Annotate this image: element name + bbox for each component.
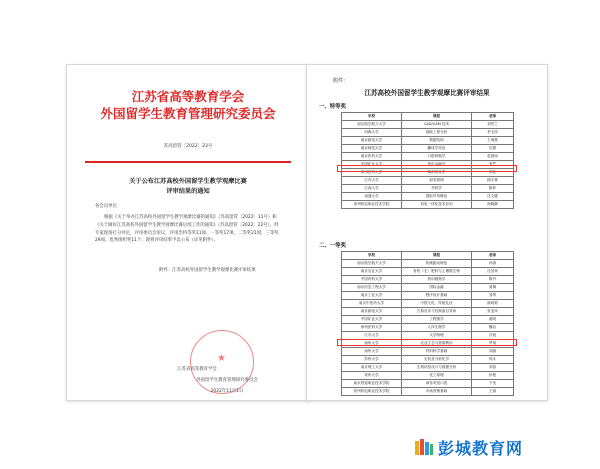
table-row [342, 185, 514, 193]
table-row [342, 308, 514, 316]
cell-school: 南京信息工程大学 [342, 284, 402, 292]
highlight-box-first [337, 339, 517, 346]
table-row [342, 380, 514, 388]
column-header-school: 学校 [342, 252, 402, 260]
cell-course: 翻译学导论 [402, 145, 472, 153]
cell-teacher: 孙丽 [472, 260, 514, 268]
table-row [342, 276, 514, 284]
cell-teacher: 顾丰林 [472, 177, 514, 185]
notice-title-line1: 关于公布江苏高校外国留学生教学观摩比赛 [129, 178, 247, 185]
cell-teacher: 唐明 [472, 316, 514, 324]
cell-course: 材料科学基础 [402, 348, 472, 356]
cell-course: 农业生态与资源利用 [402, 340, 472, 348]
cell-teacher: 陈丹 [472, 276, 514, 284]
results-document [306, 64, 548, 401]
cell-school: 常州大学 [342, 372, 402, 380]
cell-course: 财务管理 [402, 177, 472, 185]
cell-school: 南京农业大学 [342, 268, 402, 276]
books-icon [414, 438, 434, 456]
cell-course: 有机（无）肥料与土壤微生物 [402, 268, 472, 276]
table-row [342, 177, 514, 185]
cell-school: 南京工业大学 [342, 292, 402, 300]
column-header-course: 课程 [402, 252, 472, 260]
table-row [342, 129, 514, 137]
cell-teacher: 沈其荣 [472, 268, 514, 276]
table-row [342, 324, 514, 332]
table-row [342, 356, 514, 364]
red-divider [85, 161, 291, 163]
cell-teacher: 刘春 [472, 364, 514, 372]
cell-school: 南京航空航天大学 [342, 121, 402, 129]
cell-course: 货币金融学 [402, 161, 472, 169]
cell-course: 国际金融 [402, 284, 472, 292]
cell-school: 南京邮电大学 [342, 308, 402, 316]
table-row [342, 153, 514, 161]
org-title-line1: 江苏省高等教育学会 [131, 89, 245, 104]
notice-title-line2: 评审结果的通知 [166, 188, 210, 195]
cell-teacher: 冯旭 [472, 332, 514, 340]
org-title-line2: 外国留学生教育管理研究委员会 [100, 106, 276, 121]
attachment-label: 附件： [333, 78, 349, 84]
cell-course: 古典音乐与经典曲目导读 [402, 308, 472, 316]
cell-school: 江南大学 [342, 185, 402, 193]
cell-course: 生物试验设计与数据分析 [402, 364, 472, 372]
table-row [342, 292, 514, 300]
official-seal [190, 330, 254, 394]
first-prize-heading: 二、一等奖 [319, 243, 346, 249]
cell-school: 中国药科大学 [342, 276, 402, 284]
table-row [342, 268, 514, 276]
cell-school: 南京理工大学 [342, 364, 402, 372]
cell-course: 解剖实验学 [402, 169, 472, 177]
cell-course: 市场营销基础 [402, 388, 472, 396]
notice-document [66, 64, 310, 401]
table-row [342, 316, 514, 324]
cell-school: 南京铁道职业技术学院 [342, 380, 402, 388]
column-header-course: 课程 [402, 113, 472, 121]
cell-school: 徐州医科大学 [342, 324, 402, 332]
cell-teacher: 王海燕 [472, 137, 514, 145]
cell-teacher: 张亚萍 [472, 308, 514, 316]
cell-course: 中国文化、传统礼仪 [402, 300, 472, 308]
cell-course: 机电一体化技术应用 [402, 201, 472, 209]
special-prize-heading: 一、特等奖 [319, 104, 346, 110]
cell-course: 基础工程分析 [402, 129, 472, 137]
table-header-row [342, 252, 514, 260]
cell-course: 口腔种植学 [402, 153, 472, 161]
cell-course: 大学物理 [402, 332, 472, 340]
cell-school: 南京航空航天大学 [342, 260, 402, 268]
notice-body: 根据《关于举办江苏高校外国留学生教学观摩比赛的通知》（苏高留管〔2022〕11号）和《关于做好江苏高校外国留学生教学观摩比赛后续工作的通知》（苏高留管〔2022〕22号），经专家现场打分评定，评审委员会审议，评审出特等奖11项、一等奖17项、二等奖21项、三等奖29项、优秀组织奖11个，现将评审结果予以公布（详见附件）。 [95, 215, 279, 244]
brand-name: 彭城教育网 [438, 438, 524, 458]
attachment-line: 附件：江苏高校外国留学生教学观摩比赛评审结果 [159, 268, 256, 273]
column-header-teacher: 老师 [472, 113, 514, 121]
table-row [342, 284, 514, 292]
cell-teacher: 李玉萍 [472, 129, 514, 137]
cell-teacher: 李严 [472, 161, 514, 169]
cell-teacher: 陈菲 [472, 185, 514, 193]
cell-school: 江苏大学 [342, 332, 402, 340]
results-title: 江苏高校外国留学生教学观摩比赛评审结果 [364, 89, 490, 97]
cell-teacher: 于莹 [472, 380, 514, 388]
cell-school: 南京中医药大学 [342, 300, 402, 308]
cell-school: 河海大学 [342, 129, 402, 137]
cell-teacher: 薛莉莉 [472, 300, 514, 308]
table-row [342, 388, 514, 396]
cell-teacher: 赵晨雨 [472, 153, 514, 161]
cell-school: 南京师范大学 [342, 145, 402, 153]
table-row [342, 300, 514, 308]
table-row [342, 137, 514, 145]
cell-course: 数据结构 [402, 137, 472, 145]
table-row [342, 121, 514, 129]
highlight-box-special [337, 165, 517, 172]
cell-teacher: 王丽 [472, 388, 514, 396]
special-prize-table [341, 112, 514, 209]
cell-teacher: 刘佳 [472, 169, 514, 177]
cell-school: 南通大学 [342, 193, 402, 201]
salutation: 各会员单位： [95, 204, 122, 209]
cell-teacher: 魏洁 [472, 324, 514, 332]
column-header-school: 学校 [342, 113, 402, 121]
cell-teacher: 邹琴 [472, 292, 514, 300]
signature-org2: 外国留学生教育管理研究委员会 [196, 378, 258, 383]
table-row [342, 372, 514, 380]
cell-teacher: 孙曼 [472, 372, 514, 380]
cell-course: 外科学 [402, 185, 472, 193]
signature-date: 2022年11月1日 [210, 389, 244, 394]
table-row [342, 193, 514, 201]
table-row [342, 145, 514, 153]
seal-star-icon: ★ [217, 353, 226, 364]
cell-teacher: 沈文婕 [472, 193, 514, 201]
cell-school: 中国矿业大学 [342, 161, 402, 169]
table-row [342, 260, 514, 268]
cell-course: 国际贸易概论 [402, 193, 472, 201]
cell-course: 程序设计基础 [402, 292, 472, 300]
cell-teacher: 刘哲兰 [472, 121, 514, 129]
cell-course: 机械振动理论 [402, 260, 472, 268]
cell-school: 常州机电职业技术学院 [342, 388, 402, 396]
cell-school: 南京医科大学 [342, 153, 402, 161]
cell-teacher: 刘丽 [472, 348, 514, 356]
cell-course: 商务英语口语 [402, 380, 472, 388]
cell-teacher: 周佩 [472, 284, 514, 292]
cell-school: 中国矿业大学 [342, 316, 402, 324]
cell-school: 常州机电职业技术学院 [342, 201, 402, 209]
cell-course: 药用植物学 [402, 276, 472, 284]
table-row [342, 364, 514, 372]
cell-teacher: 沈捷 [472, 145, 514, 153]
cell-school: 苏州大学 [342, 356, 402, 364]
cell-teacher: 罗翔 [472, 340, 514, 348]
cell-teacher: 徐晓静 [472, 201, 514, 209]
cell-course: 人体生理学 [402, 324, 472, 332]
watermark-logo [414, 436, 523, 458]
cell-course: 化工原理 [402, 372, 472, 380]
cell-school: 江苏大学 [342, 177, 402, 185]
cell-teacher: 郭永 [472, 356, 514, 364]
document-number: 苏高留管〔2022〕23号 [163, 144, 213, 149]
cell-school: 南京邮电大学 [342, 137, 402, 145]
cell-school: 徐州医科大学 [342, 169, 402, 177]
signature-org1: 江苏省高等教育学会 [177, 367, 217, 372]
cell-course: CAD/CAM 技术 [402, 121, 472, 129]
cell-course: 无机及分析化学 [402, 356, 472, 364]
cell-school: 扬州大学 [342, 340, 402, 348]
first-prize-table [341, 251, 514, 396]
cell-school: 扬州大学 [342, 348, 402, 356]
cell-course: 工程图学 [402, 316, 472, 324]
table-row [342, 348, 514, 356]
table-header-row [342, 113, 514, 121]
table-row [342, 201, 514, 209]
column-header-teacher: 老师 [472, 252, 514, 260]
